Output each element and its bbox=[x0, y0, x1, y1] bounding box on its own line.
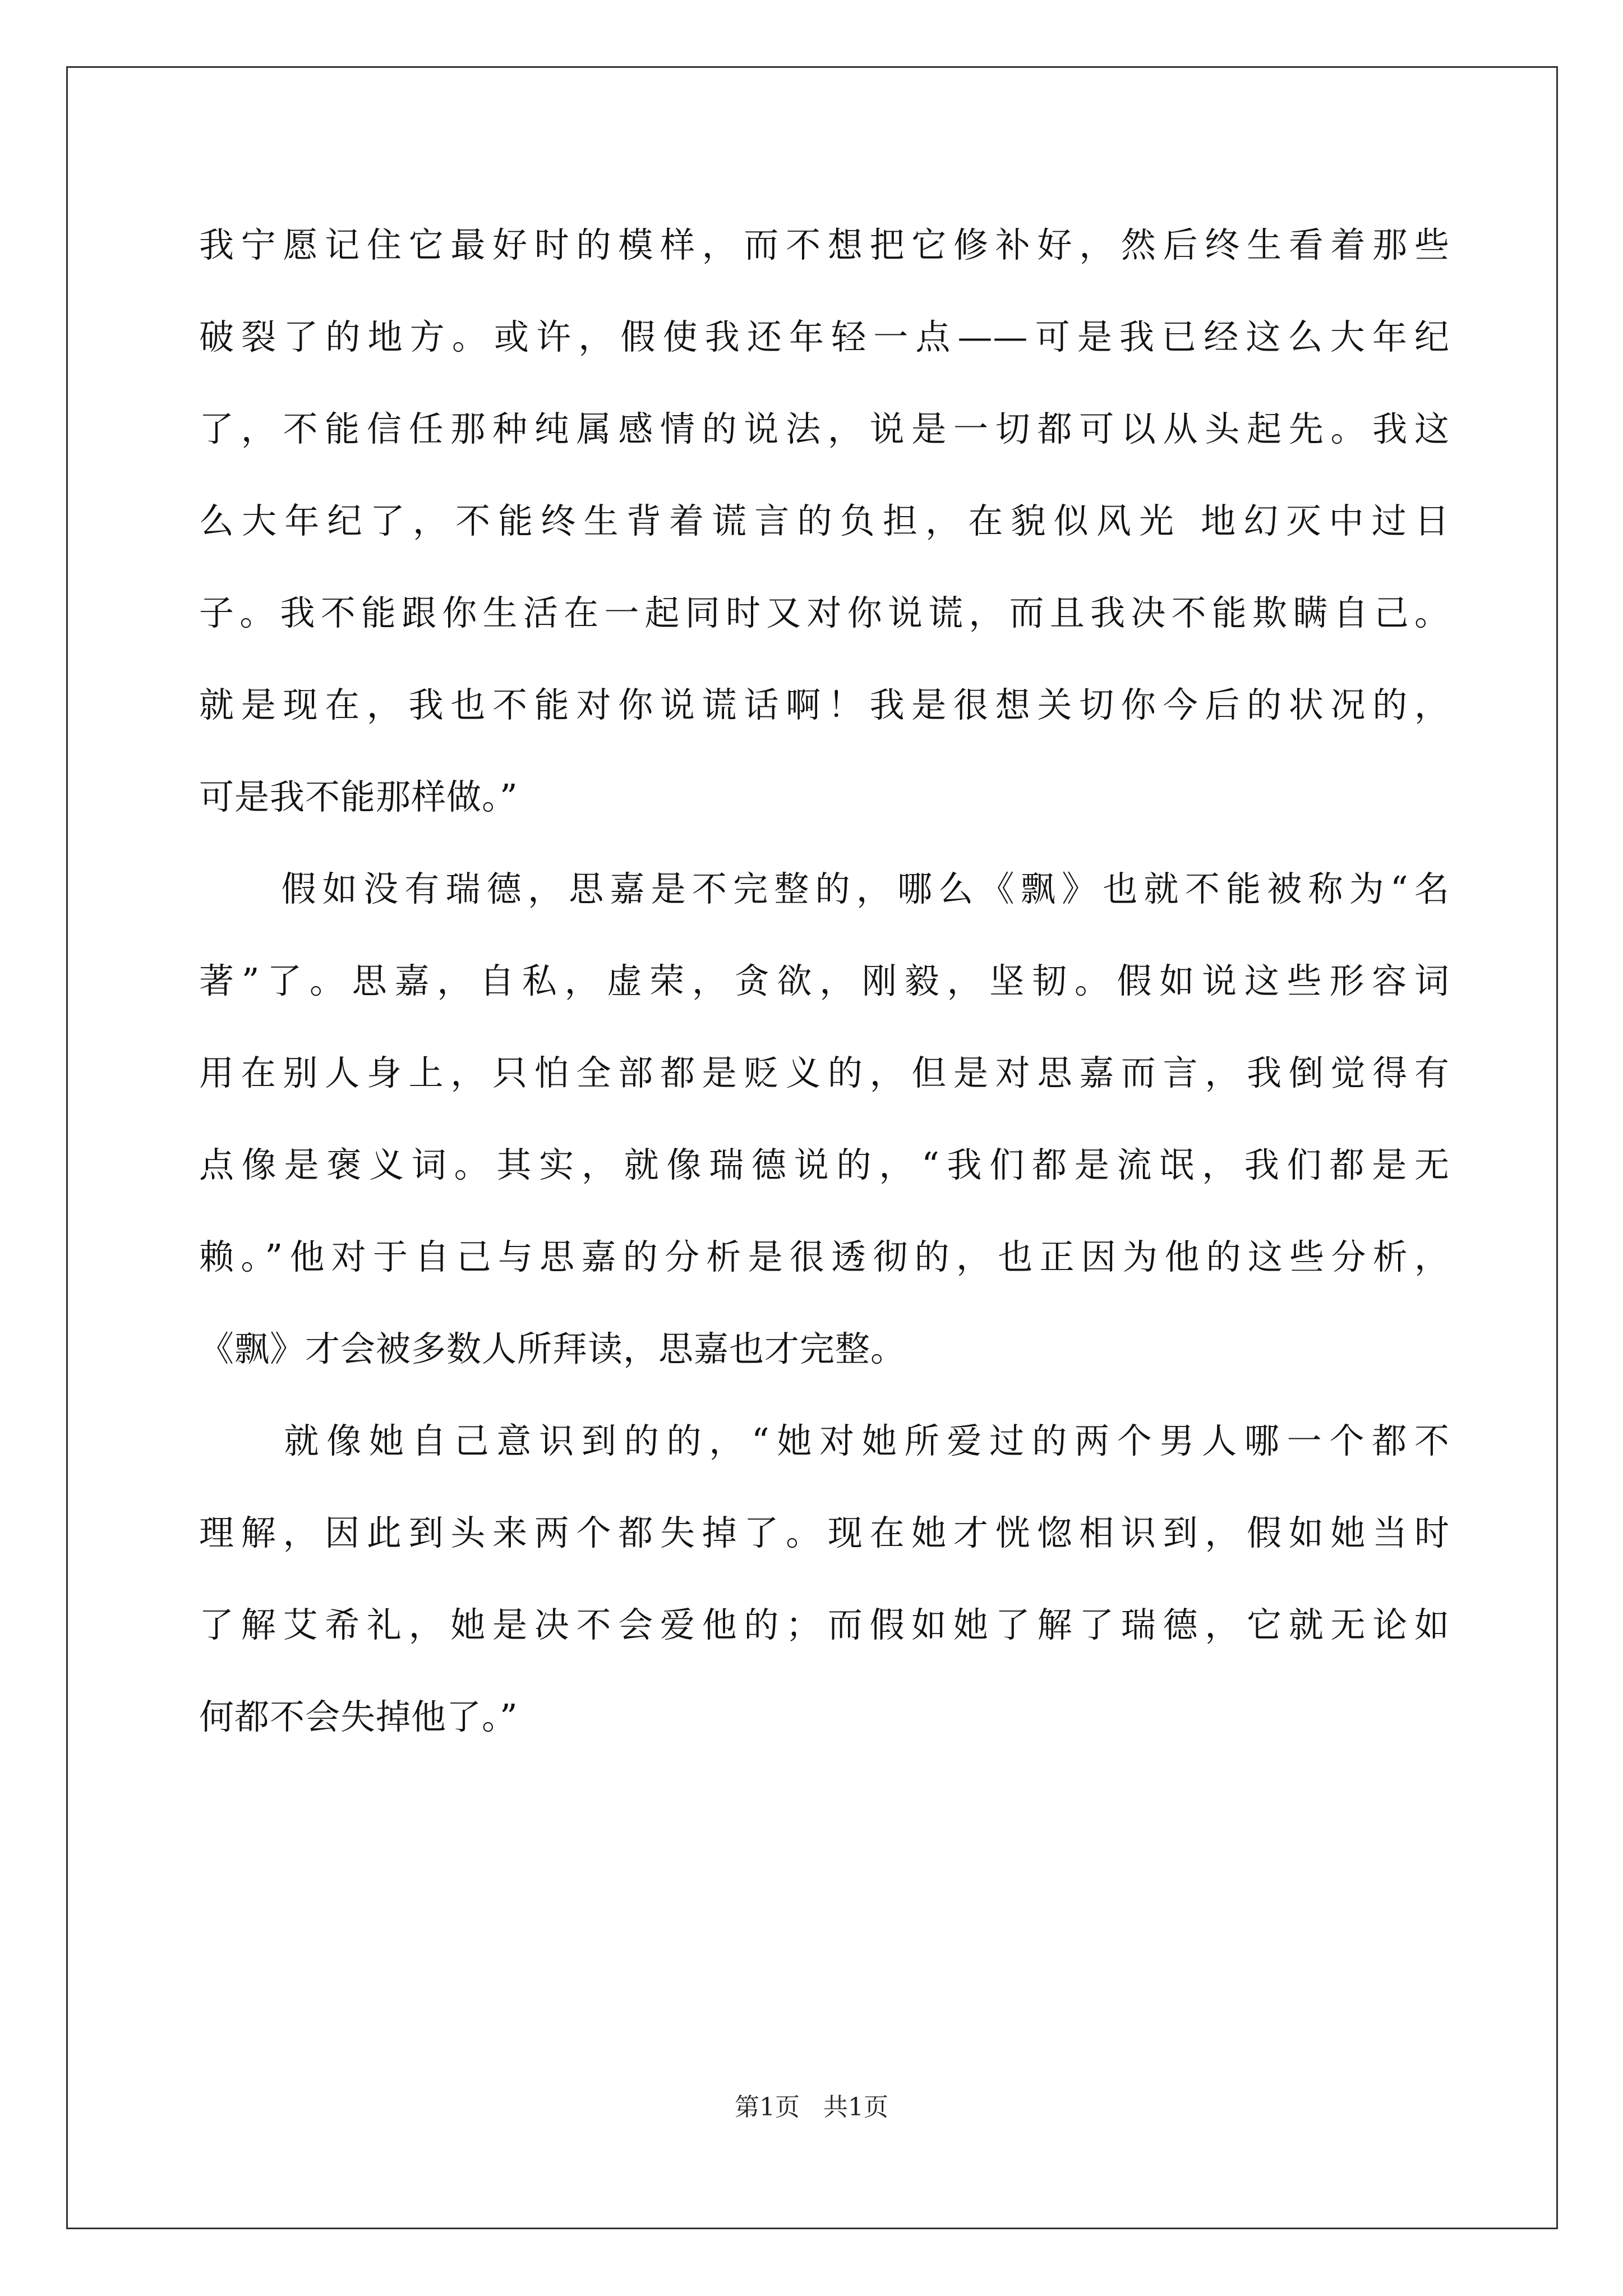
text-line: 子。我不能跟你生活在一起同时又对你说谎，而且我决不能欺瞒自己。 bbox=[199, 592, 1450, 633]
text-line: 理解，因此到头来两个都失掉了。现在她才恍惚相识到，假如她当时 bbox=[199, 1512, 1450, 1553]
text-line: 么大年纪了，不能终生背着谎言的负担，在貌似风光 地幻灭中过日 bbox=[199, 500, 1450, 541]
document-body bbox=[199, 199, 1450, 1763]
text-line: 点像是褒义词。其实，就像瑞德说的，“我们都是流氓，我们都是无 bbox=[199, 1144, 1450, 1185]
text-line: 著”了。思嘉，自私，虚荣，贪欲，刚毅，坚韧。假如说这些形容词 bbox=[199, 960, 1450, 1001]
text-line: 破裂了的地方。或许，假使我还年轻一点——可是我已经这么大年纪 bbox=[199, 316, 1450, 357]
text-line: 用在别人身上，只怕全部都是贬义的，但是对思嘉而言，我倒觉得有 bbox=[199, 1052, 1450, 1093]
text-line: 就是现在，我也不能对你说谎话啊！我是很想关切你今后的状况的， bbox=[199, 684, 1450, 725]
text-line: 何都不会失掉他了。” bbox=[199, 1696, 518, 1737]
text-line: 可是我不能那样做。” bbox=[199, 776, 518, 817]
text-line: 就像她自己意识到的的，“她对她所爱过的两个男人哪一个都不 bbox=[199, 1420, 1450, 1461]
text-line: 假如没有瑞德，思嘉是不完整的，哪么《飘》也就不能被称为“名 bbox=[199, 868, 1450, 909]
text-line: 了解艾希礼，她是决不会爱他的；而假如她了解了瑞德，它就无论如 bbox=[199, 1604, 1450, 1645]
page-total: 共1页 bbox=[823, 2093, 888, 2122]
text-line: 了，不能信任那种纯属感情的说法，说是一切都可以从头起先。我这 bbox=[199, 408, 1450, 449]
page-number: 第1页 bbox=[735, 2093, 800, 2122]
text-line: 赖。”他对于自己与思嘉的分析是很透彻的，也正因为他的这些分析， bbox=[199, 1236, 1450, 1277]
text-line: 我宁愿记住它最好时的模样，而不想把它修补好，然后终生看着那些 bbox=[199, 224, 1450, 265]
page-footer bbox=[0, 2087, 1623, 2123]
text-line: 《飘》才会被多数人所拜读，思嘉也才完整。 bbox=[199, 1328, 906, 1369]
